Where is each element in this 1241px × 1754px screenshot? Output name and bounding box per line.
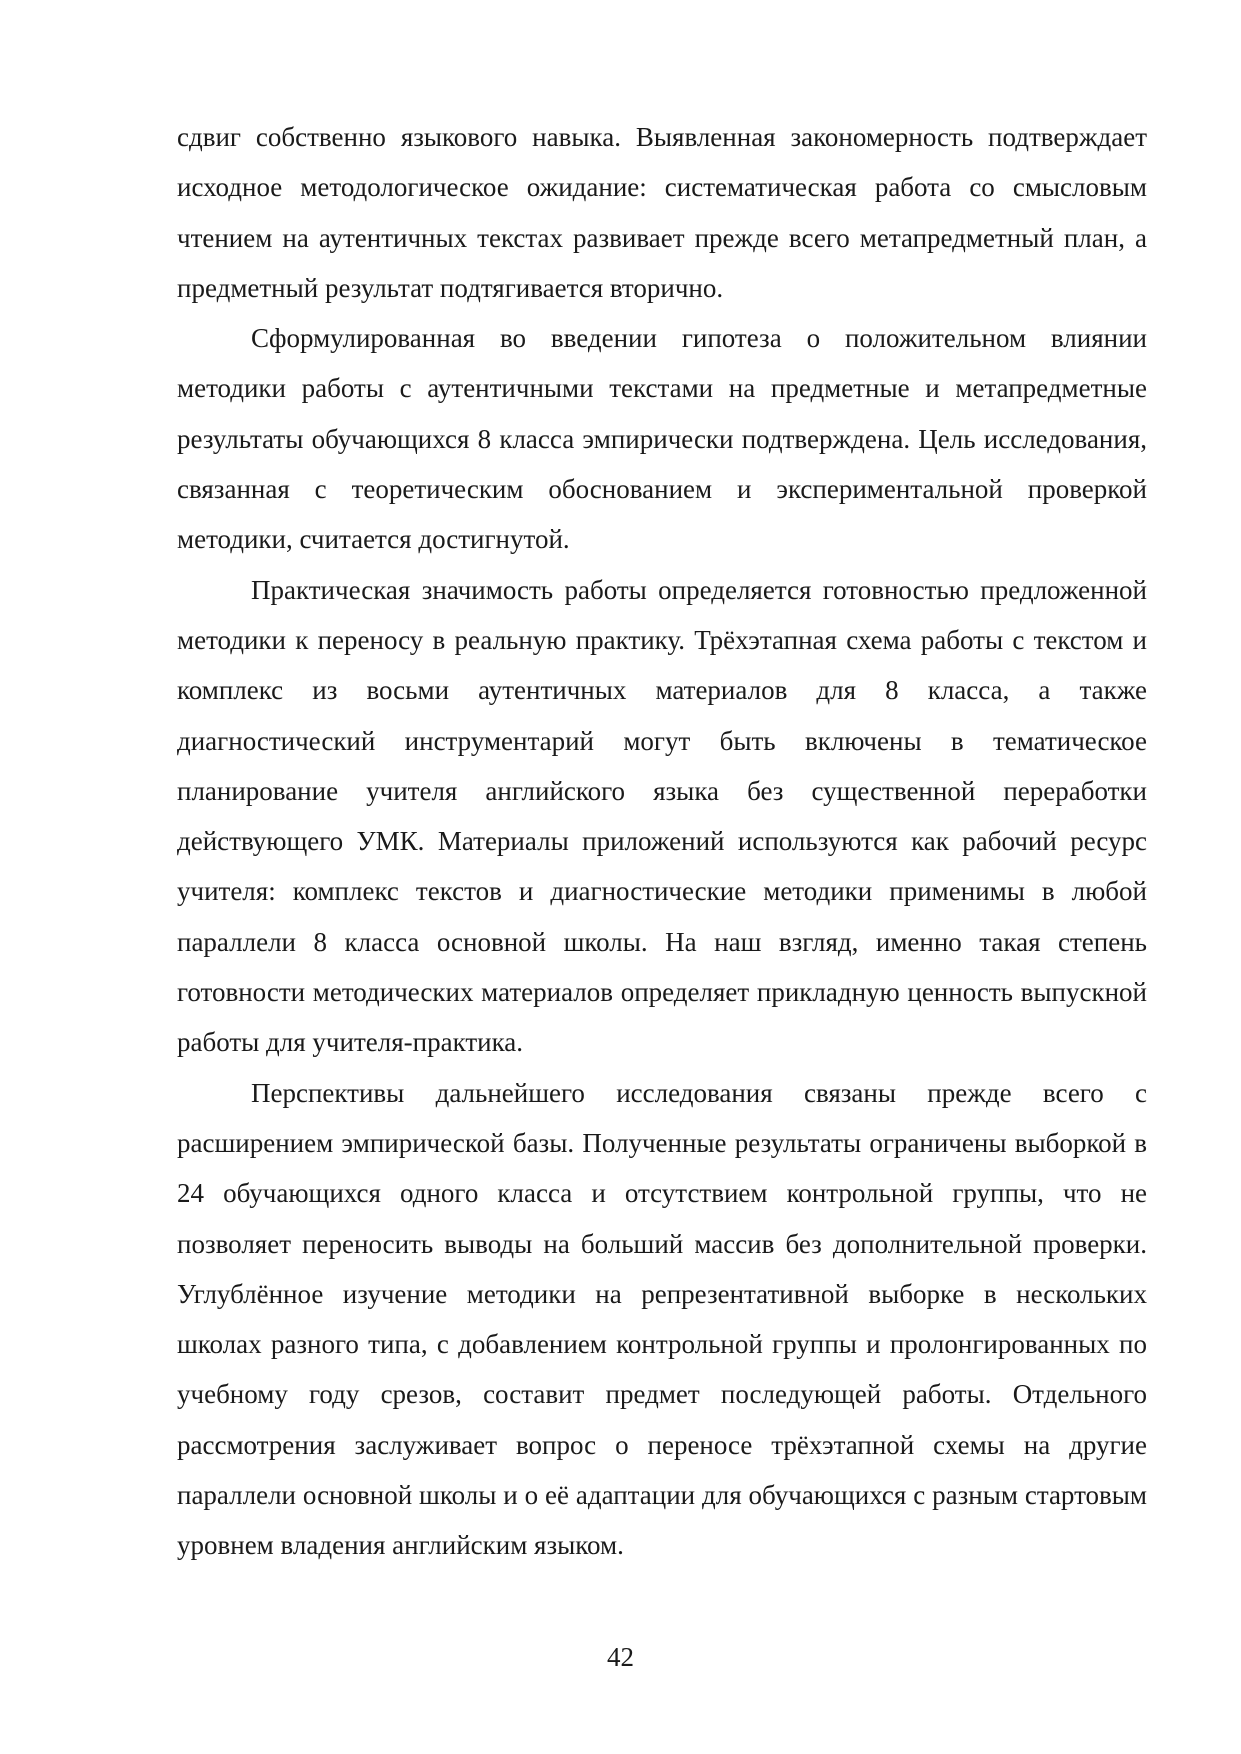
document-body — [177, 112, 1147, 1571]
page-number: 42 — [607, 1642, 634, 1672]
paragraph-4: Перспективы дальнейшего исследования связаны прежде всего с расширением эмпирической базы. Полученные результаты ограничены выборкой в 24 обучающихся одного класса и отсутствием контрольной группы, что не позволяет переносить выводы на больший массив без дополнительной проверки. Углублённое изучение методики на репрезентативной выборке в нескольких школах разного типа, с добавлением контрольной группы и пролонгированных по учебному году срезов, составит предмет последующей работы. Отдельного рассмотрения заслуживает вопрос о переносе трёхэтапной схемы на другие параллели основной школы и о её адаптации для обучающихся с разным стартовым уровнем владения английским языком. — [177, 1077, 1147, 1561]
paragraph-2: Сформулированная во введении гипотеза о положительном влиянии методики работы с аутентичными текстами на предметные и метапредметные результаты обучающихся 8 класса эмпирически подтверждена. Цель исследования, связанная с теоретическим обоснованием и экспериментальной проверкой методики, считается достигнутой. — [177, 323, 1147, 555]
paragraph-1: сдвиг собственно языкового навыка. Выявленная закономерность подтверждает исходное методологическое ожидание: систематическая работа со смысловым чтением на аутентичных текстах развивает прежде всего метапредметный план, а предметный результат подтягивается вторично. — [177, 122, 1147, 303]
paragraph-3: Практическая значимость работы определяется готовностью предложенной методики к переносу в реальную практику. Трёхэтапная схема работы с текстом и комплекс из восьми аутентичных материалов для 8 класса, а также диагностический инструментарий могут быть включены в тематическое планирование учителя английского языка без существенной переработки действующего УМК. Материалы приложений используются как рабочий ресурс учителя: комплекс текстов и диагностические методики применимы в любой параллели 8 класса основной школы. На наш взгляд, именно такая степень готовности методических материалов определяет прикладную ценность выпускной работы для учителя-практика. — [177, 574, 1147, 1058]
